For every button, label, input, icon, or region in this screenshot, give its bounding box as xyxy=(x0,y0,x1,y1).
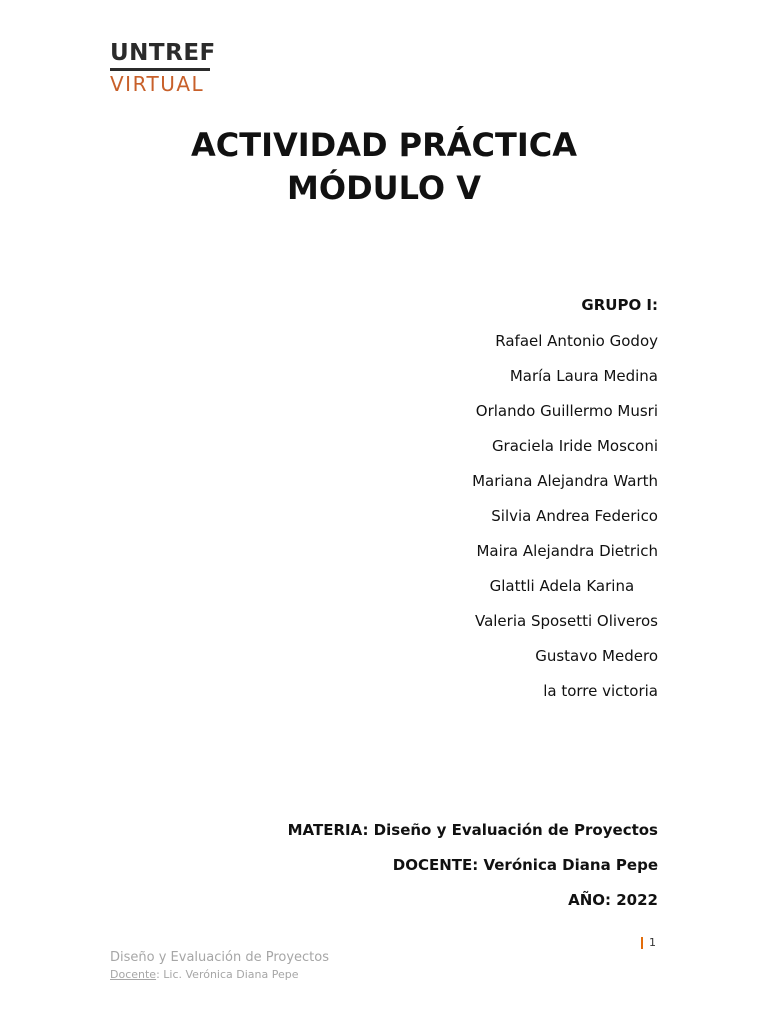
document-title-line-1: ACTIVIDAD PRÁCTICA xyxy=(190,126,577,164)
group-member: Valeria Sposetti Oliveros xyxy=(474,612,658,630)
group-member: Rafael Antonio Godoy xyxy=(495,332,658,350)
logo-bottom-text: VIRTUAL xyxy=(110,72,205,96)
page-number-marker xyxy=(641,937,643,949)
group-member: Mariana Alejandra Warth xyxy=(472,472,658,490)
materia-line: MATERIA: Diseño y Evaluación de Proyectos xyxy=(287,821,658,839)
group-member: la torre victoria xyxy=(543,682,658,700)
group-member: Graciela Iride Mosconi xyxy=(491,437,658,455)
footer-docente-label: Docente xyxy=(110,968,157,981)
footer-course: Diseño y Evaluación de Proyectos xyxy=(110,950,329,965)
footer-docente-value: : Lic. Verónica Diana Pepe xyxy=(156,968,299,981)
footer-docente xyxy=(110,968,299,981)
untref-virtual-logo xyxy=(110,40,230,96)
page-number xyxy=(641,936,656,949)
logo-top-text: UNTREF xyxy=(110,40,216,66)
group-member: Silvia Andrea Federico xyxy=(491,507,658,525)
logo-divider xyxy=(110,68,210,71)
document-title-line-2: MÓDULO V xyxy=(287,169,481,207)
group-member: Glattli Adela Karina xyxy=(489,577,658,595)
group-member: Gustavo Medero xyxy=(535,647,658,665)
group-member: Maira Alejandra Dietrich xyxy=(476,542,658,560)
group-heading: GRUPO I: xyxy=(581,296,658,314)
page-number-value: 1 xyxy=(649,936,656,949)
anio-line: AÑO: 2022 xyxy=(568,891,658,909)
docente-line: DOCENTE: Verónica Diana Pepe xyxy=(392,856,658,874)
group-member: Orlando Guillermo Musri xyxy=(475,402,658,420)
group-member: María Laura Medina xyxy=(509,367,658,385)
